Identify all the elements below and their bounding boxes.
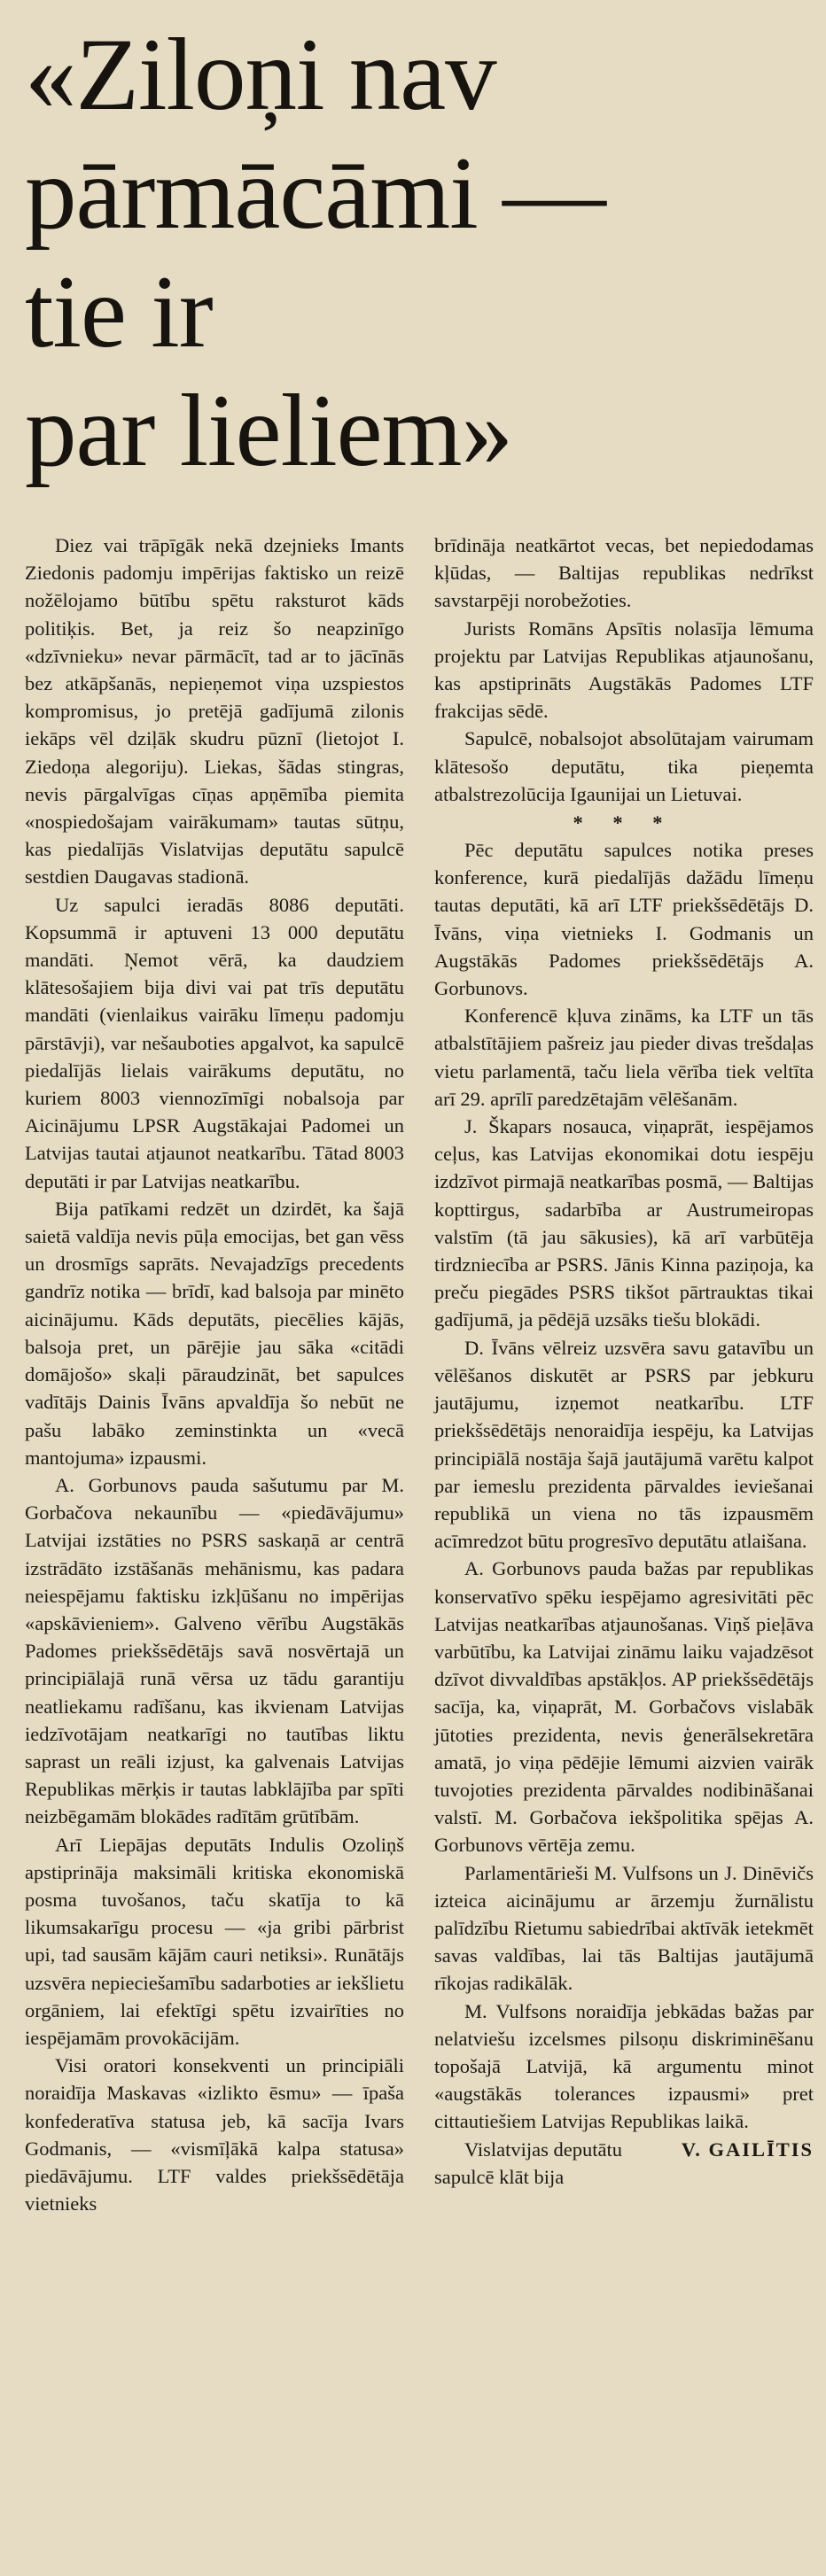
- author-byline: V. GAILĪTIS: [681, 2138, 814, 2161]
- paragraph: Konferencē kļuva zināms, ka LTF un tās atbalstītājiem pašreiz jau pieder divas trešdaļas vietu parlamentā, taču liela vērība tiek veltīta arī 29. aprīlī paredzētajām vēlēšanām.: [434, 1005, 814, 1110]
- paragraph: Pēc deputātu sapulces notika preses konference, kurā piedalījās dažādu līmeņu tautas deputāti, kā arī LTF priekšsēdētājs D. Īvāns, viņa vietnieks I. Godmanis un Augstākās Padomes priekšsēdētājs A. Gorbunovs.: [434, 839, 814, 1000]
- paragraph: Jurists Romāns Apsītis nolasīja lēmuma projektu par Latvijas Republikas atjaunošanu, kas apstiprināts Augstākās Padomes LTF frakcijas sēdē.: [434, 617, 814, 723]
- paragraph-continued: brīdināja neatkārtot vecas, bet nepiedodamas kļūdas, — Baltijas republikas nedrīkst savstarpēji norobežoties.: [434, 534, 814, 612]
- paragraph: D. Īvāns vēlreiz uzsvēra savu gatavību un vēlēšanos diskutēt ar PSRS par jebkuru jautājumu, izņemot neatkarību. LTF priekšsēdētājs nenoraidīja iespēju, ka Latvijas principiālā nostāja šajā jautājumā varētu kalpot par iemeslu prezidenta pārvaldes ieviešanai republikā un viena no tās izpausmēm acīmredzot būtu progresīvo deputātu atlaišana.: [434, 1336, 814, 1553]
- paragraph: M. Vulfsons noraidīja jebkādas bažas par nelatviešu izcelsmes pilsoņu diskriminēšanu topošajā Latvijā, kā argumentu minot «augstākās tolerances izpausmi» pret cittautiešiem Latvijas Republikas laikā.: [434, 1999, 814, 2133]
- paragraph: A. Gorbunovs pauda sašutumu par M. Gorbačova nekaunību — «piedāvājumu» Latvijai izstāties no PSRS saskaņā ar centrā izstrādāto izstāšanās mehānismu, kas padara neiespējamu faktisku izkļūšanu no impērijas «apskāvieniem». Galveno vērību Augstākās Padomes priekšsēdētājs savā nosvērtajā un principiālajā runā vērsa uz tādu garantiju neatliekamu radīšanu, kas ikvienam Latvijas iedzīvotājam neatkarīgi no tautības liktu saprast un reāli izjust, ka galvenais Latvijas Republikas mērķis ir tautas labklājība par spīti neizbēgamām blokādes radītām grūtībām.: [25, 1473, 404, 1828]
- headline-line: pārmācāmi —: [25, 136, 605, 251]
- closing-text: Vislatvijas deputātu sapulcē klāt bija: [434, 2138, 622, 2188]
- headline-line: par lieliem»: [25, 374, 513, 488]
- headline-line: «Ziloņi nav: [25, 18, 496, 132]
- headline-line: tie ir: [25, 255, 213, 369]
- paragraph: Visi oratori konsekventi un principiāli noraidīja Maskavas «izlikto ēsmu» — īpaša konfederatīva statusa jeb, kā sacīja Ivars Godmanis, — «vismīļākā kalpa statusa» piedāvājumu. LTF valdes priekšsēdētāja vietnieks: [25, 2054, 404, 2215]
- paragraph: Diez vai trāpīgāk nekā dzejnieks Imants Ziedonis padomju impērijas faktisko un reizē nožēlojamo būtību spētu raksturot kāds politiķis. Bet, ja reiz šo neapzinīgo «dzīvnieku» nevar pārmācīt, tad ar to jācīnās bez atkāpšanās, nepieņemot viņa uzspiestos kompromisus, jo pretējā gadījumā zilonis iekāps vēl dziļāk skudru pūznī (lietojot I. Ziedoņa alegoriju). Liekas, šādas stingras, nevis pārgalvīgas cīņas apņēmība piemita «nospiedošajam vairākumam» tautas sūtņu, kas piedalījās Vislatvijas deputātu sapulcē sestdien Daugavas stadionā.: [25, 534, 404, 888]
- paragraph: A. Gorbunovs pauda bažas par republikas konservatīvo spēku iespējamo agresivitāti pēc Latvijas neatkarības atjaunošanas. Viņš pieļāva varbūtību, ka Latvijai zināmu laiku vajadzēsot dzīvot divvaldības apstākļos. AP priekšsēdētājs sacīja, ka, viņaprāt, M. Gorbačovs vislabāk jūtoties prezidenta, nevis ģenerālsekretāra amatā, jo viņa pēdējie lēmumi aizvien vairāk tuvojoties prezidenta pārvaldes nodibināšanai valstī. M. Gorbačova iekšpolitika spējas A. Gorbunovs vērtēja zemu.: [434, 1557, 814, 1857]
- paragraph: Arī Liepājas deputāts Indulis Ozoliņš apstiprināja maksimāli kritiska ekonomiskā posma tuvošanos, taču skatīja to kā likumsakarīgu procesu — «ja gribi pārbrist upi, tad sausām kājām cauri netiksi». Runātājs uzsvēra nepieciešamību sadarboties ar iekšlietu orgāniem, lai efektīgi spētu izvairīties no iespējamām provokācijām.: [25, 1833, 404, 2049]
- headline: [25, 0, 814, 491]
- right-column: [434, 531, 814, 2217]
- paragraph: Sapulcē, nobalsojot absolūtajam vairumam klātesošo deputātu, tika pieņemta atbalstrezolūcija Igaunijai un Lietuvai.: [434, 727, 814, 805]
- article-body: [25, 531, 814, 2217]
- paragraph: Uz sapulci ieradās 8086 deputāti. Kopsummā ir aptuveni 13 000 deputātu mandāti. Ņemot vērā, ka daudziem klātesošajiem bija divi vai pat trīs deputātu mandāti (vienlaikus vairāku līmeņu padomju pārstāvji), var nešauboties apgalvot, ka sapulcē piedalījās lielais vairākums deputātu, no kuriem 8003 viennozīmīgi nobalsoja par Aicinājumu LPSR Augstākajai Padomei un Latvijas tautai atjaunot neatkarību. Tātad 8003 deputāti ir par Latvijas neatkarību.: [25, 893, 404, 1192]
- left-column: [25, 531, 404, 2217]
- paragraph: Bija patīkami redzēt un dzirdēt, ka šajā saietā valdīja nevis pūļa emocijas, bet gan vēss un drosmīgs saprāts. Nevajadzīgs precedents gandrīz notika — brīdī, kad balsoja par minēto aicinājumu. Kāds deputāts, piecēlies kājās, balsoja pret, un pārējie jau sāka «citādi domājošo» skaļi pāraudzināt, bet sapulces vadītājs Dainis Īvāns apvaldīja šo nebūt ne pašu labāko zeminstinkta un «vecā mantojuma» izpausmi.: [25, 1197, 404, 1469]
- signature-line: [434, 2136, 814, 2191]
- paragraph: Parlamentārieši M. Vulfsons un J. Dinēvičs izteica aicinājumu ar ārzemju žurnālistu palīdzību Rietumu sabiedrībai aktīvāk ietekmēt savas valdības, lai tās Baltijas jautājumā rīkojas radikālāk.: [434, 1861, 814, 1995]
- section-divider: * * *: [573, 811, 675, 834]
- paragraph: J. Škapars nosauca, viņaprāt, iespējamos ceļus, kas Latvijas ekonomikai dotu iespēju izdzīvot pirmajā neatkarības posmā, — Baltijas kopttirgus, sadarbība ar Austrumeiropas valstīm (tā jau sākusies), kā arī varbūtēja tirdzniecība ar PSRS. Jānis Kinna paziņoja, ka preču piegādes PSRS tikšot pārtrauktas tikai gadījumā, ja pēdējā uzsāks tiešu blokādi.: [434, 1115, 814, 1331]
